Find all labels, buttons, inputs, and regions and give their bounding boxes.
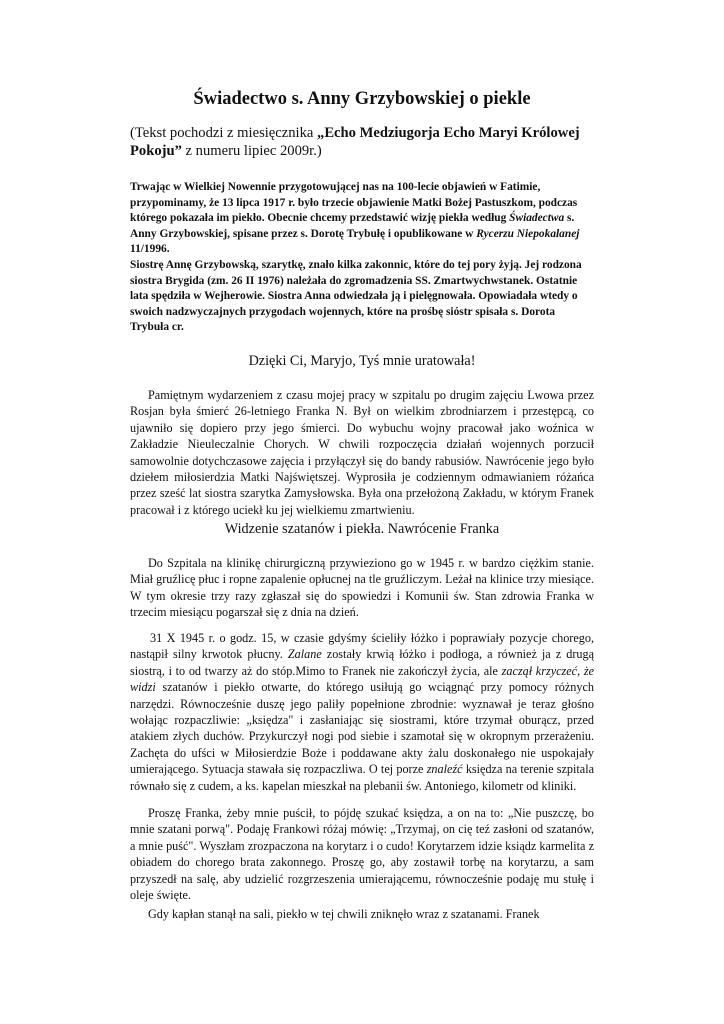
- paragraph-italic: Zalane: [287, 647, 322, 662]
- intro-text: 11/1996.: [130, 243, 170, 256]
- body-paragraph: [130, 630, 594, 794]
- body-paragraph: [130, 555, 594, 621]
- intro-italic: Świadectwa: [509, 212, 565, 225]
- source-magazine: „Echo Medziugorja Echo Maryi Królowej Pokoju”: [130, 125, 580, 159]
- body-paragraph: [130, 805, 594, 903]
- intro-italic: Rycerzu Niepokalanej: [476, 227, 580, 240]
- intro-block: [130, 180, 594, 336]
- paragraph-italic: znaleźć: [426, 762, 463, 777]
- paragraph-text: księdza na terenie szpitala równało się z cudem, a ks. kapelan mieszkał na plebanii św. Antoniego, kilometr od kliniki.: [130, 762, 594, 793]
- paragraph-italic: zaczął krzyczeć, że widzi: [130, 663, 594, 695]
- intro-paragraph-1: [130, 180, 594, 258]
- paragraph-text: Proszę Franka, żeby mnie puścił, to pójdę szukać księdza, a on na to: „Nie puszczę, bo mnie szatani porwą". Podaję Frankowi różaj mówię: „Trzymaj, on cię teź zasłoni od szatanów, a mnie puść". Wyszłam zrozpaczona na korytarz i o cudo! Korytarzem idzie ksiądz karmelita z obiadem do chorego brata zakonnego. Proszę go, aby zostawił torbę na korytarzu, a sam przyszedł na salę, aby udzielić rozgrzeszenia umierającemu, równocześnie podaję mu stułę i oleje święte.: [130, 806, 594, 903]
- paragraph-text: Pamiętnym wydarzeniem z czasu mojej pracy w szpitalu po drugim zajęciu Lwowa przez Rosjan była śmierć 26-letniego Franka N. Był on wielkim zbrodniarzem i przestępcą, co ujawniło się dopiero przy jego śmierci. Do wybuchu wojny pracował jako woźnica w Zakładzie Nieuleczalnie Chorych. W chwili rozpoczęcia działań wojennych porzucił samowolnie dotychczasowe zajęcia i przyłączył się do bandy rabusiów. Nawrócenie jego było dziełem miłosierdzia Matki Najświętszej. Wyprosiła je codziennym odmawianiem różańca przez sześć lat siostra szarytka Zamysłowska. Była ona przełożoną Zakładu, w którym Franek pracował i z którego uciekł ku jej wielkiemu zmartwieniu.: [130, 388, 594, 517]
- body-paragraph: [130, 906, 594, 922]
- intro-paragraph-2: Siostrę Annę Grzybowską, szarytkę, znało kilka zakonnic, które do tej pory żyją. Jej rodzona siostra Brygida (zm. 26 II 1976) należała do zgromadzenia SS. Zmartwychwstanek. Ostatnie lata spędziła w Wejherowie. Siostra Anna odwiedzała ją i pielęgnowała. Opowiadała wtedy o swoich nadzwyczajnych przygodach wojennych, które na prośbę sióstr spisała s. Dorota Trybuła cr.: [130, 258, 582, 334]
- intro-text: s. Anny Grzybowskiej, spisane przez s. Dorotę Trybułę i opublikowane w: [130, 212, 575, 240]
- paragraph-text: szatanów i piekło otwarte, do którego usiłują go wciągnąć przy pomocy różnych narzędzi. Równocześnie duszę jego paliły popełnione zbrodnie: wyznawał je teraz głośno wołając rozpaczliwie: „księdza" i zasłaniając się siostrami, które trzymał oburącz, przed atakiem złych duchów. Przykurczył nogi pod siebie i szamotał się w okropnym przerażeniu. Zachęta do ufści w Miłosierdzie Boże i poddawane akty żalu doskonałego nie uspokajały umierającego. Sytuacja stawała się rozpaczliwa. O tej porze: [130, 680, 594, 777]
- intro-text: Trwając w Wielkiej Nowennie przygotowującej nas na 100-lecie objawień w Fatimie, przypominamy, że 13 lipca 1917 r. było trzecie objawienie Matki Bożej Pastuszkom, podczas którego pokazała im piekło. Obecnie chcemy przedstawić wizję piekła według: [130, 181, 578, 225]
- source-open: (Tekst pochodzi z miesięcznika: [130, 125, 318, 141]
- source-rest: z numeru lipiec 2009r.): [181, 143, 322, 159]
- paragraph-text: zostały krwią łóżko i podłoga, a również ja z drugą siostrą, i to od twarzy aż do stóp.Mimo to Franek nie zakończył życia, ale: [130, 647, 594, 678]
- source-note: [130, 124, 594, 160]
- body-paragraph: [130, 387, 594, 518]
- document-title: Świadectwo s. Anny Grzybowskiej o piekle: [193, 89, 531, 109]
- section-heading-1: Dzięki Ci, Maryjo, Tyś mnie uratowała!: [248, 353, 476, 369]
- section-heading-2: Widzenie szatanów i piekła. Nawrócenie Franka: [224, 521, 500, 537]
- paragraph-text: Do Szpitala na klinikę chirurgiczną przywieziono go w 1945 r. w bardzo ciężkim stanie. Miał gruźlicę płuc i ropne zapalenie opłucnej na tle gruźliczym. Leżał na klinice trzy miesiące. W tym okresie trzy razy zgłaszał się do spowiedzi i Komunii św. Stan zdrowia Franka w trzecim miesiącu pogarszał się z dnia na dzień.: [130, 556, 594, 620]
- paragraph-text: Gdy kapłan stanął na sali, piekło w tej chwili zniknęło wraz z szatanami. Franek: [148, 907, 540, 921]
- paragraph-text: 31 X 1945 r. o godz. 15, w czasie gdyśmy ścieliły łóżko i poprawiały pozycje chorego, nastąpił silny krwotok płucny.: [130, 631, 594, 662]
